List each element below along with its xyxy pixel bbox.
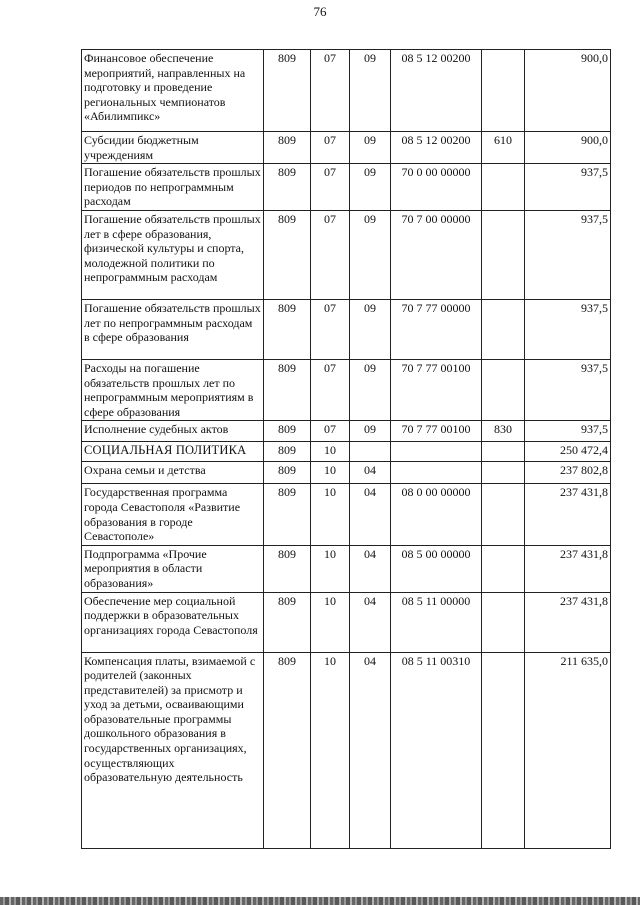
subsection-code: 09 (350, 164, 391, 211)
section-code: 10 (311, 652, 350, 848)
dept-code: 809 (264, 359, 311, 420)
budget-table (81, 49, 611, 849)
subsection-code: 04 (350, 592, 391, 652)
expense-type-code (482, 442, 525, 462)
dept-code: 809 (264, 210, 311, 299)
expense-type-code (482, 299, 525, 359)
target-article-code (391, 462, 482, 484)
target-article-code: 70 7 77 00100 (391, 359, 482, 420)
dept-code: 809 (264, 132, 311, 164)
section-code: 07 (311, 50, 350, 132)
dept-code: 809 (264, 164, 311, 211)
target-article-code: 08 5 12 00200 (391, 132, 482, 164)
section-code: 10 (311, 442, 350, 462)
target-article-code: 08 5 12 00200 (391, 50, 482, 132)
expense-type-code (482, 210, 525, 299)
subsection-code: 04 (350, 652, 391, 848)
dept-code: 809 (264, 442, 311, 462)
amount: 937,5 (525, 210, 611, 299)
expense-type-code (482, 545, 525, 592)
amount: 900,0 (525, 50, 611, 132)
table-row (82, 50, 611, 132)
page-number: 76 (313, 4, 327, 19)
scan-edge-artifact (0, 897, 640, 905)
expense-type-code (482, 164, 525, 211)
row-name: Погашение обязательств прошлых лет в сфере образования, физической культуры и спорта, молодежной политики по непрограммным расходам (82, 210, 264, 299)
row-name: Расходы на погашение обязательств прошлых лет по непрограммным мероприятиям в сфере образования (82, 359, 264, 420)
target-article-code: 08 0 00 00000 (391, 484, 482, 545)
target-article-code: 08 5 11 00310 (391, 652, 482, 848)
row-name: Компенсация платы, взимаемой с родителей (законных представителей) за присмотр и уход за детьми, осваивающими образовательные программы дошкольного образования в государственных организациях, осуществляющих образовательную деятельность (82, 652, 264, 848)
amount: 237 802,8 (525, 462, 611, 484)
amount: 211 635,0 (525, 652, 611, 848)
dept-code: 809 (264, 592, 311, 652)
table-row (82, 421, 611, 442)
subsection-code: 09 (350, 299, 391, 359)
subsection-code: 04 (350, 462, 391, 484)
amount: 900,0 (525, 132, 611, 164)
subsection-code: 09 (350, 50, 391, 132)
amount: 250 472,4 (525, 442, 611, 462)
row-name: Государственная программа города Севастополя «Развитие образования в городе Севастополе» (82, 484, 264, 545)
row-name: Подпрограмма «Прочие мероприятия в области образования» (82, 545, 264, 592)
amount: 237 431,8 (525, 484, 611, 545)
row-name: СОЦИАЛЬНАЯ ПОЛИТИКА (82, 442, 264, 462)
table-row (82, 545, 611, 592)
target-article-code (391, 442, 482, 462)
table-row (82, 359, 611, 420)
amount: 237 431,8 (525, 545, 611, 592)
target-article-code: 08 5 11 00000 (391, 592, 482, 652)
table-row (82, 652, 611, 848)
amount: 937,5 (525, 359, 611, 420)
target-article-code: 70 7 77 00000 (391, 299, 482, 359)
section-code: 10 (311, 592, 350, 652)
subsection-code: 09 (350, 421, 391, 442)
target-article-code: 08 5 00 00000 (391, 545, 482, 592)
dept-code: 809 (264, 299, 311, 359)
table-row (82, 442, 611, 462)
dept-code: 809 (264, 652, 311, 848)
target-article-code: 70 7 00 00000 (391, 210, 482, 299)
subsection-code: 04 (350, 545, 391, 592)
dept-code: 809 (264, 545, 311, 592)
subsection-code: 09 (350, 359, 391, 420)
table-row (82, 164, 611, 211)
expense-type-code (482, 462, 525, 484)
table-row (82, 462, 611, 484)
section-code: 10 (311, 484, 350, 545)
table-row (82, 592, 611, 652)
row-name: Исполнение судебных актов (82, 421, 264, 442)
dept-code: 809 (264, 484, 311, 545)
target-article-code: 70 7 77 00100 (391, 421, 482, 442)
section-code: 07 (311, 210, 350, 299)
subsection-code (350, 442, 391, 462)
section-code: 07 (311, 299, 350, 359)
dept-code: 809 (264, 421, 311, 442)
table-row (82, 484, 611, 545)
subsection-code: 09 (350, 132, 391, 164)
table-row (82, 299, 611, 359)
subsection-code: 04 (350, 484, 391, 545)
section-code: 10 (311, 545, 350, 592)
amount: 237 431,8 (525, 592, 611, 652)
expense-type-code (482, 359, 525, 420)
expense-type-code (482, 484, 525, 545)
target-article-code: 70 0 00 00000 (391, 164, 482, 211)
table-row (82, 132, 611, 164)
dept-code: 809 (264, 50, 311, 132)
row-name: Погашение обязательств прошлых лет по непрограммным расходам в сфере образования (82, 299, 264, 359)
section-code: 07 (311, 132, 350, 164)
section-code: 10 (311, 462, 350, 484)
amount: 937,5 (525, 164, 611, 211)
row-name: Обеспечение мер социальной поддержки в образовательных организациях города Севастополя (82, 592, 264, 652)
row-name: Охрана семьи и детства (82, 462, 264, 484)
expense-type-code (482, 592, 525, 652)
expense-type-code (482, 652, 525, 848)
subsection-code: 09 (350, 210, 391, 299)
section-code: 07 (311, 164, 350, 211)
row-name: Финансовое обеспечение мероприятий, направленных на подготовку и проведение региональных чемпионатов «Абилимпикс» (82, 50, 264, 132)
dept-code: 809 (264, 462, 311, 484)
expense-type-code: 830 (482, 421, 525, 442)
amount: 937,5 (525, 299, 611, 359)
expense-type-code: 610 (482, 132, 525, 164)
row-name: Погашение обязательств прошлых периодов по непрограммным расходам (82, 164, 264, 211)
section-code: 07 (311, 421, 350, 442)
row-name: Субсидии бюджетным учреждениям (82, 132, 264, 164)
table-row (82, 210, 611, 299)
amount: 937,5 (525, 421, 611, 442)
expense-type-code (482, 50, 525, 132)
section-code: 07 (311, 359, 350, 420)
